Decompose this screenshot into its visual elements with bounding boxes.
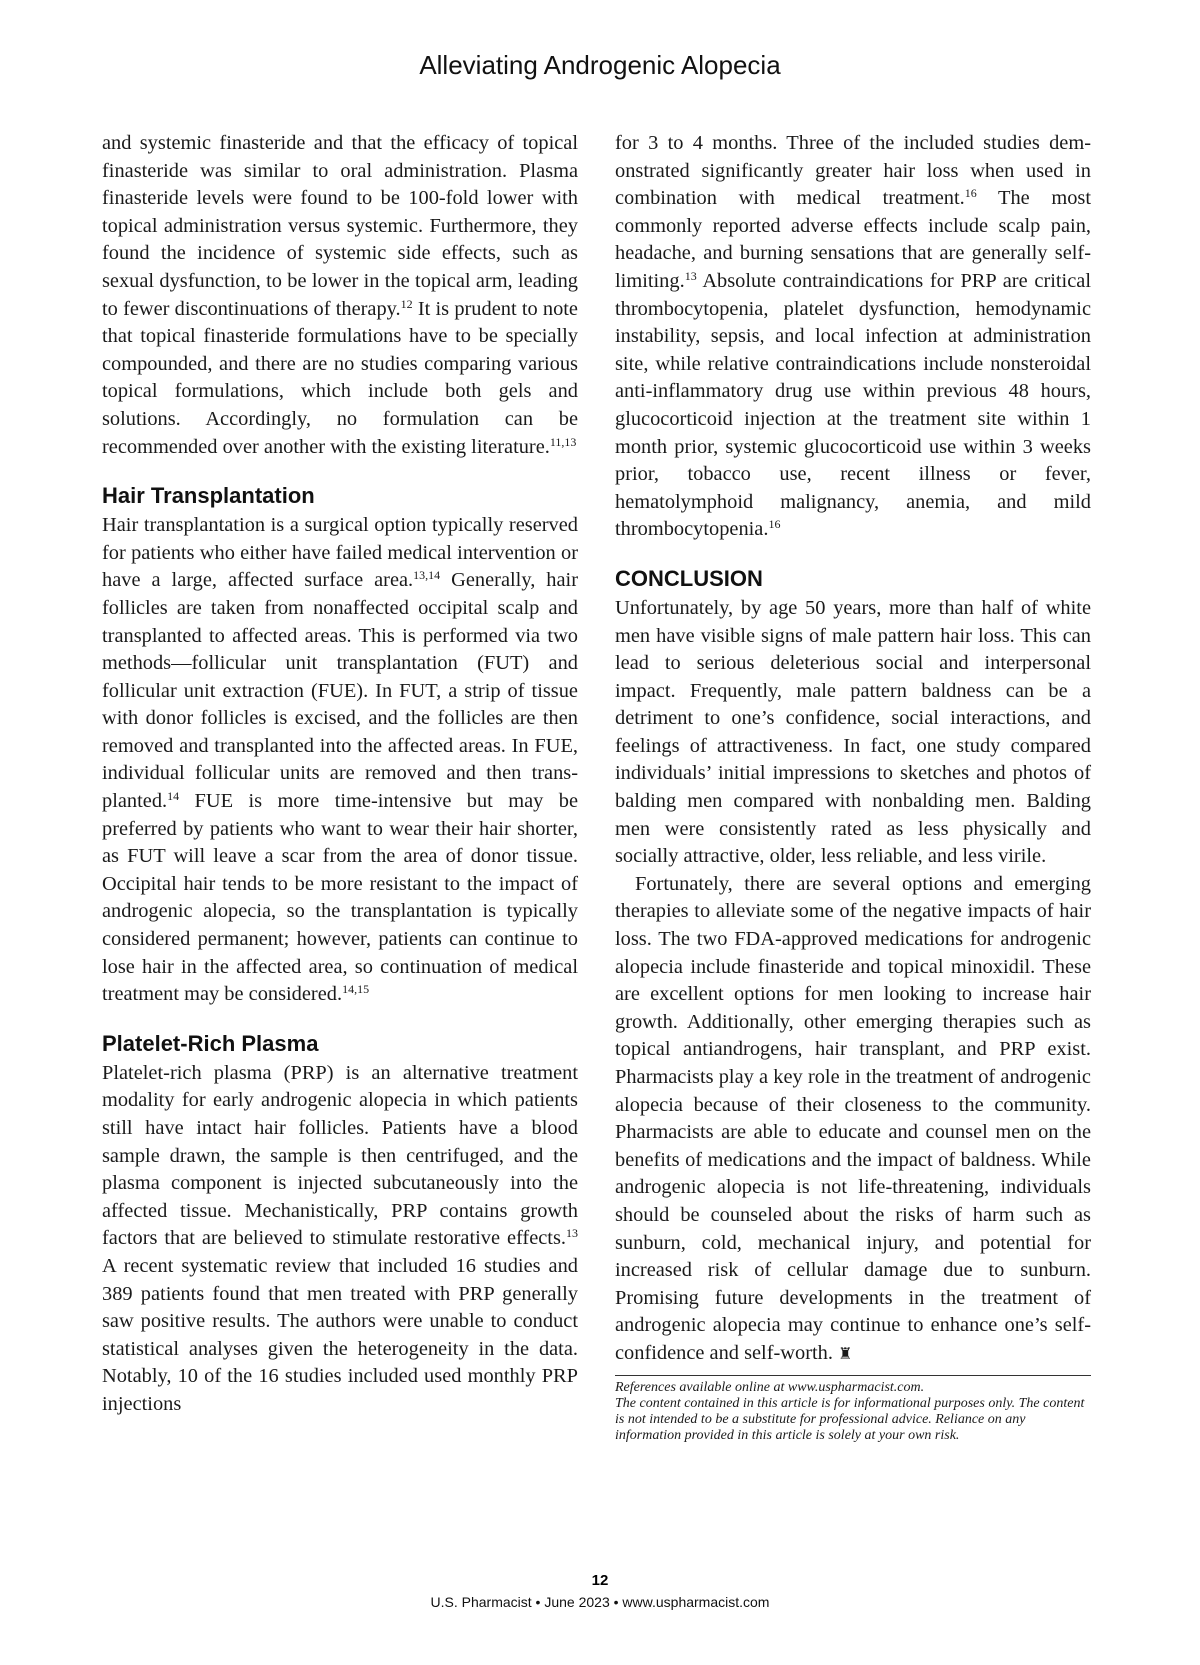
citation: 16 [768,517,781,532]
prp-text-2: A recent systematic review that included 16 studies and 389 patients found that men treated with PRP generally saw positive results. The authors were unable to conduct statistical analyses given the heterogeneity in the data. Notably, 10 of the 16 studies included used monthly PRP injections [102,1254,578,1415]
citation: 13 [566,1226,578,1241]
prp-cont-text-2: The most commonly reported adverse effects include scalp pain, headache, and burning sensations that are generally self-limiting. [615,187,1091,292]
conclusion-text-2: Fortunately, there are several options and emerging therapies to alleviate some of the negative impacts of hair loss. The two FDA-approved medications for androgenic alopecia include finasteride and topical minoxidil. These are excellent options for men looking to increase hair growth. Additionally, other emerging therapies such as topical antiandrogens, hair transplant, and PRP exist. Pharmacists play a key role in the treatment of androgenic alopecia because of their closeness to the community. Pharmacists are able to educate and counsel men on the benefits of medications and the impact of baldness. While androgenic alopecia is not life-threatening, individuals should be counseled about the risks of harm such as sunburn, cold, mechanical injury, and potential for increased risk of cellular damage due to sunburn. Promising future developments in the treatment of androgenic alopecia may continue to enhance one’s self-confidence and self-worth. [615,872,1091,1364]
citation: 12 [400,296,413,311]
prp-text-1: Platelet-rich plasma (PRP) is an alternative treatment modality for early androgenic alopecia in which patients still have intact hair follicles. Patients have a blood sample drawn, the sample is then centrifuged, and the plasma component is injected subcutaneously into the affected tissue. Mechanistically, PRP contains growth factors that are believed to stimulate restorative effects. [102,1061,578,1250]
heading-conclusion: CONCLUSION [615,565,763,591]
left-column [102,130,578,1419]
citation: 13,14 [413,568,441,583]
citation: 14 [167,789,180,804]
citation: 13 [684,268,697,283]
references-note: References available online at www.uspharmacist.com. [615,1379,925,1395]
prp-cont-text-3: Absolute contraindications for PRP are critical thrombocytopenia, platelet dysfunction, hemodynamic instability, sepsis, and local infection at administration site, while relative contraindications include nonsteroidal anti-inflammatory drug use within previous 48 hours, glucocorticoid injection at the treatment site within 1 month prior, systemic glucocorticoid use within 3 weeks prior, tobacco use, recent illness or fever, hematolymphoid malignancy, anemia, and mild thrombocytopenia. [615,269,1091,541]
publication-footer: U.S. Pharmacist • June 2023 • www.uspharmacist.com [430,1594,770,1610]
conclusion-paragraph-2 [615,871,1091,1369]
right-column [615,130,1091,1444]
prp-continued-paragraph [615,130,1091,544]
citation: 11,13 [549,434,577,449]
footnote-divider [615,1375,1091,1376]
running-title: Alleviating Androgenic Alopecia [419,50,781,80]
citation: 14,15 [342,982,370,997]
prp-paragraph [102,1060,578,1419]
disclaimer-note: The content contained in this article is for informational purposes only. The content is not intended to be a substitute for professional advice. Reliance on any information provided in this article is solely at your own risk. [615,1395,1085,1443]
finasteride-paragraph [102,130,578,461]
heading-hair-transplantation: Hair Transplantation [102,483,315,509]
hair-transplant-paragraph [102,512,578,1009]
citation: 16 [964,186,977,201]
conclusion-paragraph-1: Unfortunately, by age 50 years, more than half of white men have visible signs of male pattern hair loss. This can lead to serious deleterious social and interpersonal impact. Frequently, male pattern baldness can be a detriment to one’s confidence, social interactions, and feelings of attractiveness. In fact, one study compared individuals’ initial impressions to sketches and photos of balding men compared with nonbalding men. Balding men were consistently rated as less physically and socially attractive, older, less reliable, and less virile. [615,596,1091,868]
heading-platelet-rich-plasma: Platelet-Rich Plasma [102,1030,319,1056]
finasteride-text-tail: It is prudent to note that topical finasteride formulations have to be specially compounded, and there are no studies comparing various topical formulations, which include both gels and solutions. Accordingly, no formulation can be recommended over another with the existing literature. [102,297,578,458]
hair-text-3: FUE is more time-intensive but may be preferred by patients who want to wear their hair shorter, as FUT will leave a scar from the area of donor tissue. Occipital hair tends to be more resistant to the impact of androgenic alopecia, so the transplantation is typically considered permanent; however, patients can continue to lose hair in the affected area, so continuation of medical treatment may be considered. [102,790,578,1006]
hair-text-2: Generally, hair follicles are taken from nonaffected occipital scalp and transplanted to affected areas. This is performed via two methods—follicular unit transplantation (FUT) and follicular unit extraction (FUE). In FUT, a strip of tissue with donor follicles is excised, and the follicles are then removed and transplanted into the affected areas. In FUE, individual follicular units are removed and then transplanted. [102,569,578,813]
prp-cont-text-1: for 3 to 4 months. Three of the included studies demonstrated significantly greater hair loss when used in combination with medical treatment. [615,132,1091,210]
finasteride-text: and systemic finasteride and that the efficacy of topical finasteride was similar to oral administration. Plasma finasteride levels were found to be 100-fold lower with topical administration versus systemic. Furthermore, they found the incidence of systemic side effects, such as sexual dysfunction, to be lower in the topical arm, leading to fewer discontinuations of therapy. [102,132,578,320]
end-of-article-icon: ♜ [838,1345,853,1363]
hair-text-1: Hair transplantation is a surgical option typically reserved for patients who either have failed medical intervention or have a large, affected surface area. [102,514,578,592]
page-number: 12 [591,1572,609,1589]
